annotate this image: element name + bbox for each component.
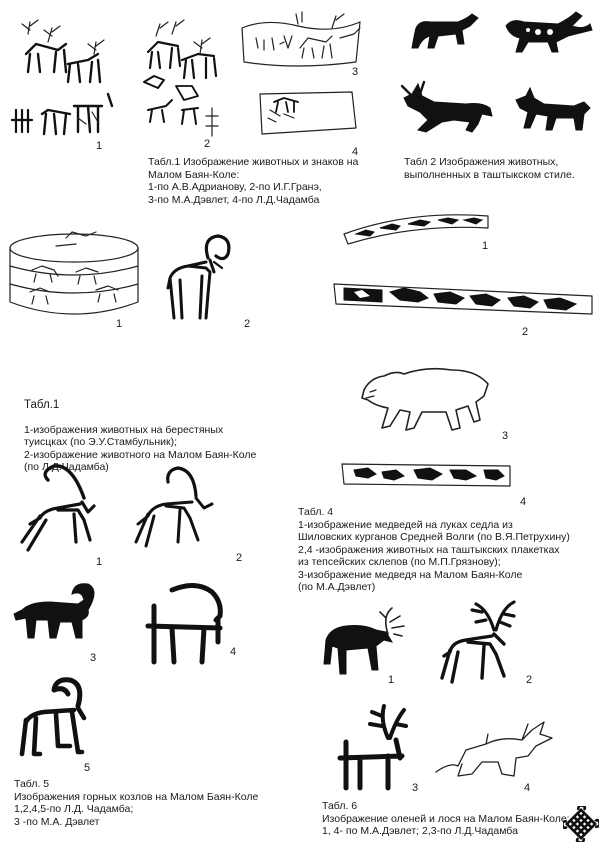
tabl2-animal-3 [398, 76, 498, 138]
knot-logo [563, 806, 599, 842]
tabl6-elk-4 [432, 716, 564, 782]
tabl5-ibex-3 [8, 580, 108, 646]
tabl2-animal-1 [406, 8, 488, 54]
tabl4-figure-2 [330, 276, 600, 316]
plate-number: 3 [352, 66, 359, 78]
birch-bark-box-drawing [6, 226, 142, 326]
tabl1-figure-2 [136, 16, 226, 146]
tabl2-animal-4 [512, 84, 598, 136]
plate-number: 1 [116, 318, 123, 330]
tabl4-figure-4 [338, 460, 514, 490]
tabl6-deer-1 [316, 604, 412, 678]
plate-number: 1 [482, 240, 489, 252]
plate-number: 4 [230, 646, 237, 658]
plate-number: 3 [502, 430, 509, 442]
tabl1-figure-3 [236, 8, 364, 72]
tabl5-ibex-4 [138, 576, 228, 664]
plate-number: 2 [204, 138, 211, 150]
caption-body: 1-изображения животных на берестяных туисцках (по Э.У.Стамбульник); 2-изображение животного на Малом Баян-Коле (по Л.Д.Чадамба) [24, 423, 257, 473]
plate-number: 3 [90, 652, 97, 664]
tabl5-ibex-2 [132, 458, 222, 554]
plate-number: 3 [412, 782, 419, 794]
plate-number: 2 [244, 318, 251, 330]
plate-number: 4 [524, 782, 531, 794]
caption-tabl5: Табл. 5 Изображения горных козлов на Малом Баян-Коле 1,2,4,5-по Л.Д. Чадамба; 3 -по М.А. Дэвлет [14, 778, 259, 828]
caption-tabl4: Табл. 4 1-изображение медведей на луках седла из Шиловских курганов Средней Волги (по В.Я.Петрухину) 2,4 -изображения животных на таштыкских плакетках из тепсейских склепов (по М.П.Грязнову); 3-изображение медведя на Малом Баян-Коле (по М.А.Дэвлет) [298, 506, 570, 593]
tabl4-figure-3-bear [356, 356, 496, 440]
tabl5-ibex-5 [12, 674, 108, 758]
plate-number: 2 [522, 326, 529, 338]
caption-tabl2: Табл 2 Изображения животных, выполненных в таштыкском стиле. [404, 156, 575, 181]
plate-number: 5 [84, 762, 91, 774]
plate-number: 1 [388, 674, 395, 686]
tabl1-figure-4 [254, 88, 360, 138]
plate-number: 4 [352, 146, 359, 158]
caption-title: Табл.1 [24, 398, 60, 411]
plate-number: 1 [96, 140, 103, 152]
tabl5-ibex-1 [18, 458, 114, 554]
ibex-drawing [158, 232, 234, 328]
plate-number: 2 [526, 674, 533, 686]
tabl4-figure-1 [340, 208, 492, 246]
plate-number: 4 [520, 496, 527, 508]
plate-number: 2 [236, 552, 243, 564]
tabl2-animal-2 [498, 8, 598, 56]
caption-tabl1-top: Табл.1 Изображение животных и знаков на Малом Баян-Коле: 1-по А.В.Адрианову, 2-по И.Г.Гранэ, 3-по М.А.Дэвлет, 4-по Л.Д.Чадамба [148, 156, 359, 206]
tabl6-deer-3 [332, 702, 419, 794]
caption-tabl6: Табл. 6 Изображение оленей и лося на Малом Баян-Коле: 1, 4- по М.А.Дэвлет; 2,3-по Л.Д.Чадамба [322, 800, 570, 837]
tabl1-figure-1 [8, 14, 126, 144]
plate-number: 1 [96, 556, 103, 568]
tabl6-deer-2 [434, 594, 524, 688]
